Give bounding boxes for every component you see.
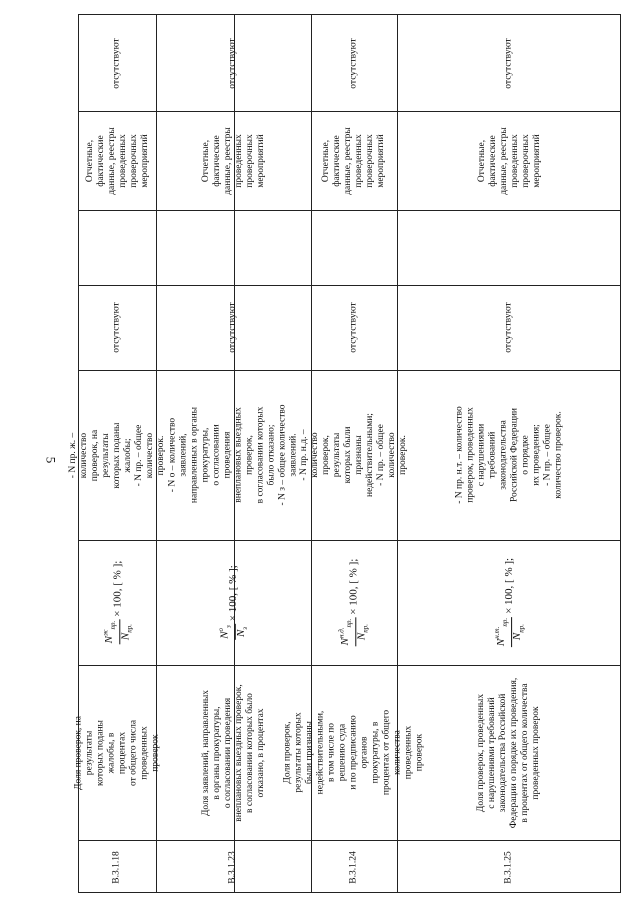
cell-col5 [397,285,622,370]
cell-formula [156,540,311,665]
cell-col8 [311,15,397,111]
cell-text-col8: отсутствуют [348,37,359,89]
cell-col8 [156,15,311,111]
cell-text-source: Отчетные, фактические данные, реестры проведенных проверочных мероприятий [200,126,266,195]
formula [216,565,251,640]
cell-formula [397,540,622,665]
page-number: 5 [43,456,59,464]
cell-text-col5: отсутствуют [348,302,359,353]
cell-name [397,665,622,840]
cell-text-legend: - N пр. ж. – количество проверок, на результаты которых поданы жалобы; - N пр. – общее количество проверок. [68,422,166,488]
cell-col6 [311,210,397,285]
formula-numerator: $N^о_з$ [216,624,236,640]
cell-col8 [397,15,622,111]
cell-name [282,665,425,840]
cell-text-source: Отчетные, фактические данные, реестры проведенных проверочных мероприятий [476,126,542,195]
cell-text-source: Отчетные, фактические данные, реестры проведенных проверочных мероприятий [320,126,386,195]
cell-source [397,111,622,210]
cell-col5 [311,285,397,370]
cell-text-name: Доля проверок, результаты которых были признаны недействительными, в том числе по решению суда и по предписанию органов прокуратуры, в процентах от общего количества проведенных проверок [282,709,425,796]
cell-col6 [79,210,156,285]
cell-text-source: Отчетные, фактические данные, реестры проведенных проверочных мероприятий [84,126,150,195]
cell-text-legend: - N пр. н.т. – количество проверок, проведенных с нарушениями требований законодательства Российской Федерации о порядке их проведения; - N пр. – общее количество проверок. [454,406,564,504]
cell-text-col5: отсутствуют [228,302,238,353]
cell-col5 [79,285,156,370]
cell-formula [79,540,156,665]
cell-id [156,840,311,894]
cell-text-id: В.3.1.25 [504,850,514,884]
cell-source [311,111,397,210]
formula [336,559,371,647]
cell-legend [68,370,166,540]
cell-text-name: Доля проверок, проведенных с нарушениями требований законодательства Российской Федерации о порядке их проведения, в процентах от общего количества проведенных проверок [476,677,542,828]
formula-numerator: $N^ж_{пр.}$ [100,620,120,645]
formula [492,558,527,647]
cell-id [79,840,156,894]
formula-denominator: $N_{пр.}$ [510,623,526,641]
formula-numerator: $N^{н.д.}_{пр.}$ [336,618,356,647]
cell-text-name: Доля проверок, на результаты которых поданы жалобы, в процентах от общего числа проведенных проверок [73,715,161,790]
cell-col6 [156,210,311,285]
cell-text-col8: отсутствуют [228,37,238,89]
formula-tail: × 100, [ % ]; [347,558,360,615]
cell-col5 [156,285,311,370]
formula-denominator: $N_{пр.}$ [118,623,134,641]
cell-text-col5: отсутствуют [504,302,514,353]
cell-col6 [397,210,622,285]
cell-id [397,840,622,894]
formula-numerator: $N^{н.т.}_{пр.}$ [492,617,512,647]
cell-legend [397,370,622,540]
cell-source [156,111,311,210]
cell-text-col8: отсутствуют [504,37,514,89]
formula-tail: × 100, [ % ]; [503,557,515,614]
formula-denominator: $N_{пр.}$ [355,623,370,641]
cell-col8 [79,15,156,111]
formula [100,561,135,645]
cell-text-col8: отсутствуют [112,37,122,89]
cell-text-legend: - N о – количество заявлений, направленных в органы прокуратуры, о согласовании проведения внеплановых выездных проверок, в согласовании которых было отказано; - N з – общее количество заявлений. [167,404,299,506]
cell-source [79,111,156,210]
cell-text-id: В.3.1.24 [348,850,359,884]
cell-text-id: В.3.1.18 [112,850,122,884]
formula-tail: × 100, [ % ]; [226,565,239,622]
cell-formula [311,540,397,665]
cell-text-id: В.3.1.23 [228,850,238,884]
cell-legend [156,370,311,540]
formula-tail: × 100, [ % ]; [111,560,124,617]
cell-legend [299,370,408,540]
cell-text-legend: - N пр. н.д. – количество проверок, результаты которых были признаны недействительными; - N пр. – общее количество проверок. [299,413,408,497]
cell-text-name: Доля заявлений, направленных в органы прокуратуры, о согласовании проведения внеплановых выездных проверок, в согласовании которых было отказано, в процентах [200,683,266,822]
formula-denominator: $N_з$ [234,626,250,638]
cell-id [311,840,397,894]
cell-text-col5: отсутствуют [112,302,122,353]
indicators-table [68,14,621,893]
cell-name [73,665,161,840]
